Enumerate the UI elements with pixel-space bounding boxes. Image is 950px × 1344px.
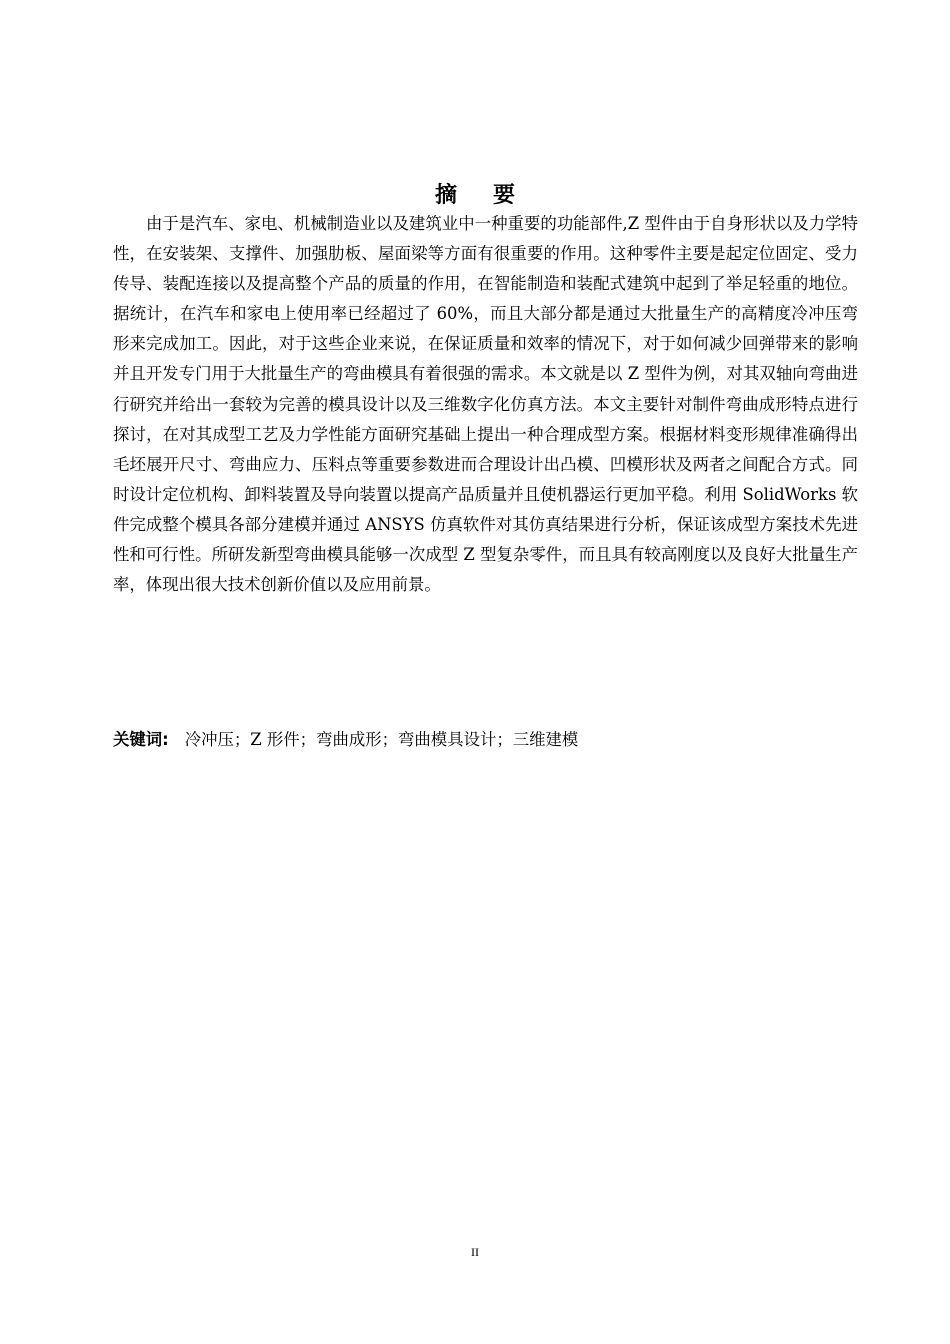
title-char-1: 摘 [434, 183, 457, 208]
title-char-2: 要 [493, 183, 516, 208]
keywords-value: 冷冲压；Z 形件；弯曲成形；弯曲模具设计；三维建模 [184, 730, 579, 749]
keywords-label: 关键词: [113, 730, 169, 749]
page-number: II [471, 1245, 479, 1259]
page-title [0, 178, 950, 209]
keywords-line [113, 726, 858, 754]
abstract-paragraph: 由于是汽车、家电、机械制造业以及建筑业中一种重要的功能部件,Z 型件由于自身形状以及力学特性，在安装架、支撑件、加强肋板、屋面梁等方面有很重要的作用。这种零件主要是起定位固定、受力传导、装配连接以及提高整个产品的质量的作用，在智能制造和装配式建筑中起到了举足轻重的地位。据统计，在汽车和家电上使用率已经超过了 60%，而且大部分都是通过大批量生产的高精度冷冲压弯形来完成加工。因此，对于这些企业来说，在保证质量和效率的情况下，对于如何减少回弹带来的影响并且开发专门用于大批量生产的弯曲模具有着很强的需求。本文就是以 Z 型件为例，对其双轴向弯曲进行研究并给出一套较为完善的模具设计以及三维数字化仿真方法。本文主要针对制件弯曲成形特点进行探讨，在对其成型工艺及力学性能方面研究基础上提出一种合理成型方案。根据材料变形规律准确得出毛坯展开尺寸、弯曲应力、压料点等重要参数进而合理设计出凸模、凹模形状及两者之间配合方式。同时设计定位机构、卸料装置及导向装置以提高产品质量并且使机器运行更加平稳。利用 SolidWorks 软件完成整个模具各部分建模并通过 ANSYS 仿真软件对其仿真结果进行分析，保证该成型方案技术先进性和可行性。所研发新型弯曲模具能够一次成型 Z 型复杂零件，而且具有较高刚度以及良好大批量生产率，体现出很大技术创新价值以及应用前景。 [113, 214, 858, 595]
